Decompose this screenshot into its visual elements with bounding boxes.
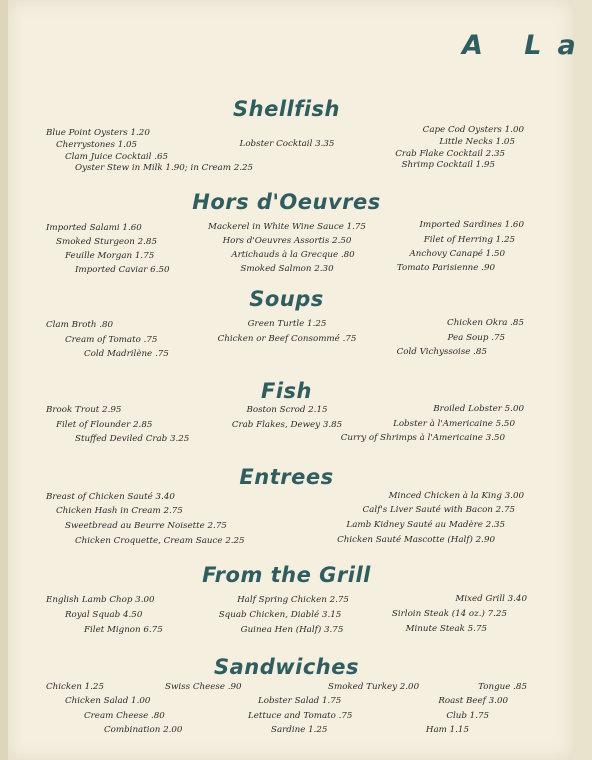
menu-item: Swiss Cheese .90 [165, 682, 242, 692]
menu-item: Clam Juice Cocktail .65 [65, 152, 169, 162]
menu-item: Cream Cheese .80 [84, 711, 165, 721]
menu-item: Cold Madrilène .75 [84, 349, 169, 359]
menu-item: Mixed Grill 3.40 [455, 594, 527, 604]
menu-item: Imported Caviar 6.50 [75, 265, 170, 275]
menu-item: Lamb Kidney Sauté au Madère 2.35 [346, 520, 505, 530]
menu-item: Mackerel in White Wine Sauce 1.75 [208, 222, 366, 232]
menu-item: Lobster Salad 1.75 [258, 696, 342, 706]
menu-item: Curry of Shrimps à l'Americaine 3.50 [340, 433, 505, 443]
menu-item: Squab Chicken, Diablé 3.15 [218, 610, 342, 620]
menu-item: Cold Vichyssoise .85 [396, 347, 487, 357]
menu-item: Filet Mignon 6.75 [84, 625, 163, 635]
menu-item: Blue Point Oysters 1.20 [46, 128, 150, 138]
menu-item: Chicken Salad 1.00 [65, 696, 151, 706]
menu-item: Chicken Sauté Mascotte (Half) 2.90 [337, 535, 495, 545]
menu-item: Cape Cod Oysters 1.00 [422, 125, 524, 135]
menu-item: Hors d'Oeuvres Assortis 2.50 [222, 236, 352, 246]
menu-item: Sirloin Steak (14 oz.) 7.25 [391, 609, 507, 619]
a-la-carte-header: A La [462, 30, 592, 61]
menu-item: Ham 1.15 [425, 725, 469, 735]
menu-item: Chicken Okra .85 [447, 318, 524, 328]
menu-item: Pea Soup .75 [447, 333, 505, 343]
menu-item: Tongue .85 [478, 682, 527, 692]
menu-item: Chicken Hash in Cream 2.75 [56, 506, 183, 516]
menu-item: Artichauds à la Grecque .80 [231, 250, 355, 260]
menu-item: Breast of Chicken Sauté 3.40 [46, 492, 175, 502]
menu-item: Smoked Sturgeon 2.85 [56, 237, 157, 247]
menu-item: Stuffed Deviled Crab 3.25 [75, 434, 190, 444]
menu-item: Imported Salami 1.60 [46, 223, 142, 233]
menu-item: Chicken Croquette, Cream Sauce 2.25 [75, 536, 245, 546]
menu-item: Minced Chicken à la King 3.00 [388, 491, 524, 501]
menu-item: Filet of Herring 1.25 [423, 235, 515, 245]
menu-item: Green Turtle 1.25 [247, 319, 327, 329]
menu-item: Smoked Turkey 2.00 [328, 682, 420, 692]
menu-item: Chicken 1.25 [46, 682, 104, 692]
menu-item: Tomato Parisienne .90 [396, 263, 495, 273]
menu-item: Sardine 1.25 [271, 725, 328, 735]
menu-item: Combination 2.00 [104, 725, 183, 735]
menu-item: Club 1.75 [446, 711, 489, 721]
menu-item: Broiled Lobster 5.00 [433, 404, 524, 414]
menu-item: Anchovy Canapé 1.50 [409, 249, 505, 259]
menu-item: Lettuce and Tomato .75 [248, 711, 353, 721]
menu-item: Smoked Salmon 2.30 [240, 264, 334, 274]
menu-item: Cherrystones 1.05 [56, 140, 138, 150]
menu-item: Little Necks 1.05 [439, 137, 515, 147]
section-title-hors-doeuvres: Hors d'Oeuvres [192, 190, 381, 214]
menu-item: Lobster à l'Americaine 5.50 [393, 419, 515, 429]
menu-item: Brook Trout 2.95 [46, 405, 122, 415]
menu-item: Chicken or Beef Consommé .75 [217, 334, 357, 344]
menu-item: Sweetbread au Beurre Noisette 2.75 [65, 521, 227, 531]
menu-item: English Lamb Chop 3.00 [46, 595, 155, 605]
section-title-sandwiches: Sandwiches [213, 655, 360, 679]
menu-item: Half Spring Chicken 2.75 [237, 595, 349, 605]
section-title-shellfish: Shellfish [233, 97, 340, 121]
menu-item: Guinea Hen (Half) 3.75 [240, 625, 344, 635]
section-title-from-the-grill: From the Grill [202, 563, 371, 587]
menu-item: Royal Squab 4.50 [65, 610, 143, 620]
menu-item: Calf's Liver Sauté with Bacon 2.75 [362, 505, 515, 515]
section-title-soups: Soups [249, 287, 324, 311]
menu-item: Minute Steak 5.75 [405, 624, 487, 634]
menu-item: Oyster Stew in Milk 1.90; in Cream 2.25 [75, 163, 254, 173]
menu-item: Cream of Tomato .75 [65, 335, 158, 345]
menu-item: Roast Beef 3.00 [438, 696, 508, 706]
section-title-entrees: Entrees [239, 465, 334, 489]
menu-item: Boston Scrod 2.15 [246, 405, 328, 415]
menu-item: Feuille Morgan 1.75 [65, 251, 155, 261]
menu-item: Shrimp Cocktail 1.95 [401, 160, 495, 170]
menu-item: Lobster Cocktail 3.35 [239, 139, 335, 149]
menu-item: Filet of Flounder 2.85 [56, 420, 153, 430]
menu-item: Crab Flakes, Dewey 3.85 [231, 420, 343, 430]
section-title-fish: Fish [261, 379, 312, 403]
menu-item: Imported Sardines 1.60 [419, 220, 524, 230]
menu-item: Crab Flake Cocktail 2.35 [395, 149, 505, 159]
menu-item: Clam Broth .80 [46, 320, 114, 330]
